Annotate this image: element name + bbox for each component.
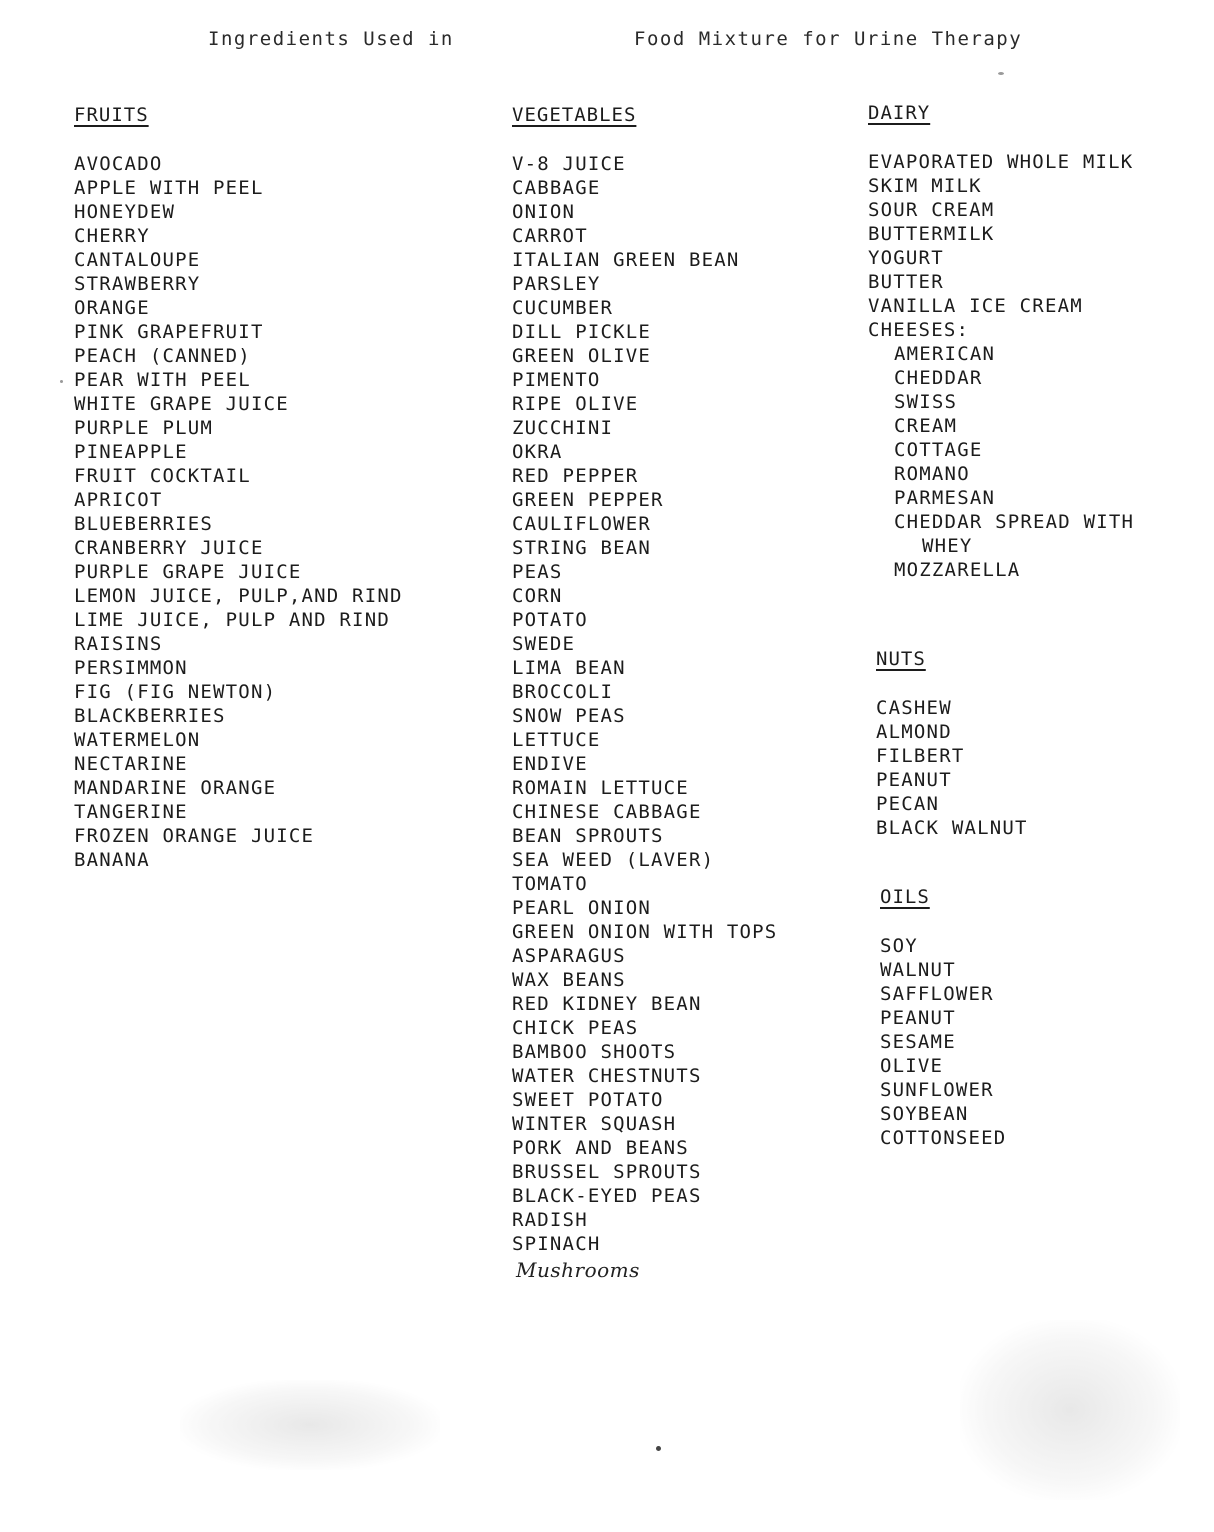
scan-speck (998, 72, 1004, 75)
list-item: CRANBERRY JUICE (74, 537, 264, 559)
list-item: WAX BEANS (512, 969, 626, 991)
list-item: CABBAGE (512, 177, 601, 199)
list-item: WINTER SQUASH (512, 1113, 677, 1135)
list-item: BEAN SPROUTS (512, 825, 664, 847)
list-item: BAMBOO SHOOTS (512, 1041, 677, 1063)
list-item: APRICOT (74, 489, 163, 511)
list-item: PEAR WITH PEEL (74, 369, 251, 391)
list-item: RED PEPPER (512, 465, 639, 487)
list-item: V-8 JUICE (512, 153, 626, 175)
list-item: TANGERINE (74, 801, 188, 823)
scan-smudge (960, 1320, 1180, 1500)
list-item: YOGURT (868, 247, 944, 269)
list-item: PEANUT (880, 1007, 956, 1029)
list-item: SOYBEAN (880, 1103, 969, 1125)
list-item: SWEET POTATO (512, 1089, 664, 1111)
list-item: PINK GRAPEFRUIT (74, 321, 264, 343)
list-item: AVOCADO (74, 153, 163, 175)
list-item: SESAME (880, 1031, 956, 1053)
list-item: FROZEN ORANGE JUICE (74, 825, 315, 847)
list-item: CANTALOUPE (74, 249, 201, 271)
cheese-item: CHEDDAR SPREAD WITH (894, 511, 1135, 533)
list-item: CHICK PEAS (512, 1017, 639, 1039)
list-item: PERSIMMON (74, 657, 188, 679)
list-item: BRUSSEL SPROUTS (512, 1161, 702, 1183)
list-item: RADISH (512, 1209, 588, 1231)
cheese-item: AMERICAN (894, 343, 996, 365)
list-item: CUCUMBER (512, 297, 614, 319)
scan-smudge (180, 1380, 440, 1470)
list-item: PECAN (876, 793, 940, 815)
page-title-left: Ingredients Used in (208, 28, 454, 50)
cheese-item: MOZZARELLA (894, 559, 1021, 581)
list-item: SEA WEED (LAVER) (512, 849, 715, 871)
list-item: LETTUCE (512, 729, 601, 751)
list-item: STRAWBERRY (74, 273, 201, 295)
fruits-heading: FRUITS (74, 104, 149, 126)
handwritten-addition: Mushrooms (516, 1258, 640, 1282)
list-item: SOY (880, 935, 918, 957)
list-item: NECTARINE (74, 753, 188, 775)
list-item: GREEN OLIVE (512, 345, 652, 367)
vegetables-column (512, 104, 777, 1282)
cheese-item: PARMESAN (894, 487, 996, 509)
cheese-item-continuation: WHEY (922, 535, 973, 557)
cheese-item: ROMANO (894, 463, 970, 485)
list-item: BUTTERMILK (868, 223, 995, 245)
nuts-column (876, 648, 1028, 840)
list-item: TOMATO (512, 873, 588, 895)
oils-list (880, 934, 1006, 1150)
list-item: SNOW PEAS (512, 705, 626, 727)
dairy-heading: DAIRY (868, 102, 931, 124)
cheese-item: COTTAGE (894, 439, 983, 461)
list-item: SAFFLOWER (880, 983, 994, 1005)
cheese-item: SWISS (894, 391, 958, 413)
scan-speck (60, 380, 63, 383)
list-item: RAISINS (74, 633, 163, 655)
list-item: LIME JUICE, PULP AND RIND (74, 609, 390, 631)
list-item: CARROT (512, 225, 588, 247)
list-item: PURPLE PLUM (74, 417, 214, 439)
scan-speck (656, 1446, 661, 1451)
list-item: BLUEBERRIES (74, 513, 214, 535)
list-item: FIG (FIG NEWTON) (74, 681, 277, 703)
list-item: APPLE WITH PEEL (74, 177, 264, 199)
dairy-column (868, 102, 1134, 582)
list-item: FILBERT (876, 745, 965, 767)
list-item: SWEDE (512, 633, 576, 655)
list-item: PEANUT (876, 769, 952, 791)
list-item: WATER CHESTNUTS (512, 1065, 702, 1087)
list-item: VANILLA ICE CREAM (868, 295, 1083, 317)
list-item: PEACH (CANNED) (74, 345, 251, 367)
list-item: PINEAPPLE (74, 441, 188, 463)
list-item: ASPARAGUS (512, 945, 626, 967)
list-item: PIMENTO (512, 369, 601, 391)
fruits-list (74, 152, 403, 872)
list-item: WATERMELON (74, 729, 201, 751)
list-item: POTATO (512, 609, 588, 631)
vegetables-heading: VEGETABLES (512, 104, 637, 126)
list-item: BLACK WALNUT (876, 817, 1028, 839)
list-item: ENDIVE (512, 753, 588, 775)
oils-column (880, 886, 1006, 1150)
list-item: ALMOND (876, 721, 952, 743)
list-item: PURPLE GRAPE JUICE (74, 561, 302, 583)
list-item: CAULIFLOWER (512, 513, 652, 535)
nuts-list (876, 696, 1028, 840)
oils-heading: OILS (880, 886, 930, 908)
list-item: CORN (512, 585, 563, 607)
list-item: FRUIT COCKTAIL (74, 465, 251, 487)
list-item: HONEYDEW (74, 201, 176, 223)
list-item: SPINACH (512, 1233, 601, 1255)
list-item: CHERRY (74, 225, 150, 247)
list-item: GREEN PEPPER (512, 489, 664, 511)
page-title-right: Food Mixture for Urine Therapy (634, 28, 1023, 50)
cheese-item: CREAM (894, 415, 958, 437)
list-item: DILL PICKLE (512, 321, 652, 343)
list-item: SUNFLOWER (880, 1079, 994, 1101)
cheese-item: CHEDDAR (894, 367, 983, 389)
nuts-heading: NUTS (876, 648, 926, 670)
list-item: BANANA (74, 849, 150, 871)
list-item: OLIVE (880, 1055, 944, 1077)
list-item: ORANGE (74, 297, 150, 319)
list-item: OKRA (512, 441, 563, 463)
list-item: RIPE OLIVE (512, 393, 639, 415)
list-item: COTTONSEED (880, 1127, 1007, 1149)
list-item: WHITE GRAPE JUICE (74, 393, 289, 415)
dairy-list (868, 150, 1134, 582)
list-item: BLACKBERRIES (74, 705, 226, 727)
list-item: LIMA BEAN (512, 657, 626, 679)
list-item: LEMON JUICE, PULP,AND RIND (74, 585, 403, 607)
list-item: BUTTER (868, 271, 944, 293)
vegetables-list (512, 152, 777, 1282)
list-item: MANDARINE ORANGE (74, 777, 277, 799)
list-item: BROCCOLI (512, 681, 614, 703)
list-item: GREEN ONION WITH TOPS (512, 921, 778, 943)
list-item: ZUCCHINI (512, 417, 614, 439)
list-item: PORK AND BEANS (512, 1137, 689, 1159)
list-item: ONION (512, 201, 576, 223)
list-item: CHINESE CABBAGE (512, 801, 702, 823)
list-item: STRING BEAN (512, 537, 652, 559)
list-item: ITALIAN GREEN BEAN (512, 249, 740, 271)
list-item: SKIM MILK (868, 175, 982, 197)
list-item: ROMAIN LETTUCE (512, 777, 689, 799)
list-item: WALNUT (880, 959, 956, 981)
list-item: PARSLEY (512, 273, 601, 295)
list-item: RED KIDNEY BEAN (512, 993, 702, 1015)
list-item: EVAPORATED WHOLE MILK (868, 151, 1134, 173)
list-item: CASHEW (876, 697, 952, 719)
list-item: PEAS (512, 561, 563, 583)
list-item: BLACK-EYED PEAS (512, 1185, 702, 1207)
cheeses-subheading: CHEESES: (868, 319, 970, 341)
list-item: SOUR CREAM (868, 199, 995, 221)
list-item: PEARL ONION (512, 897, 652, 919)
fruits-column (74, 104, 403, 872)
